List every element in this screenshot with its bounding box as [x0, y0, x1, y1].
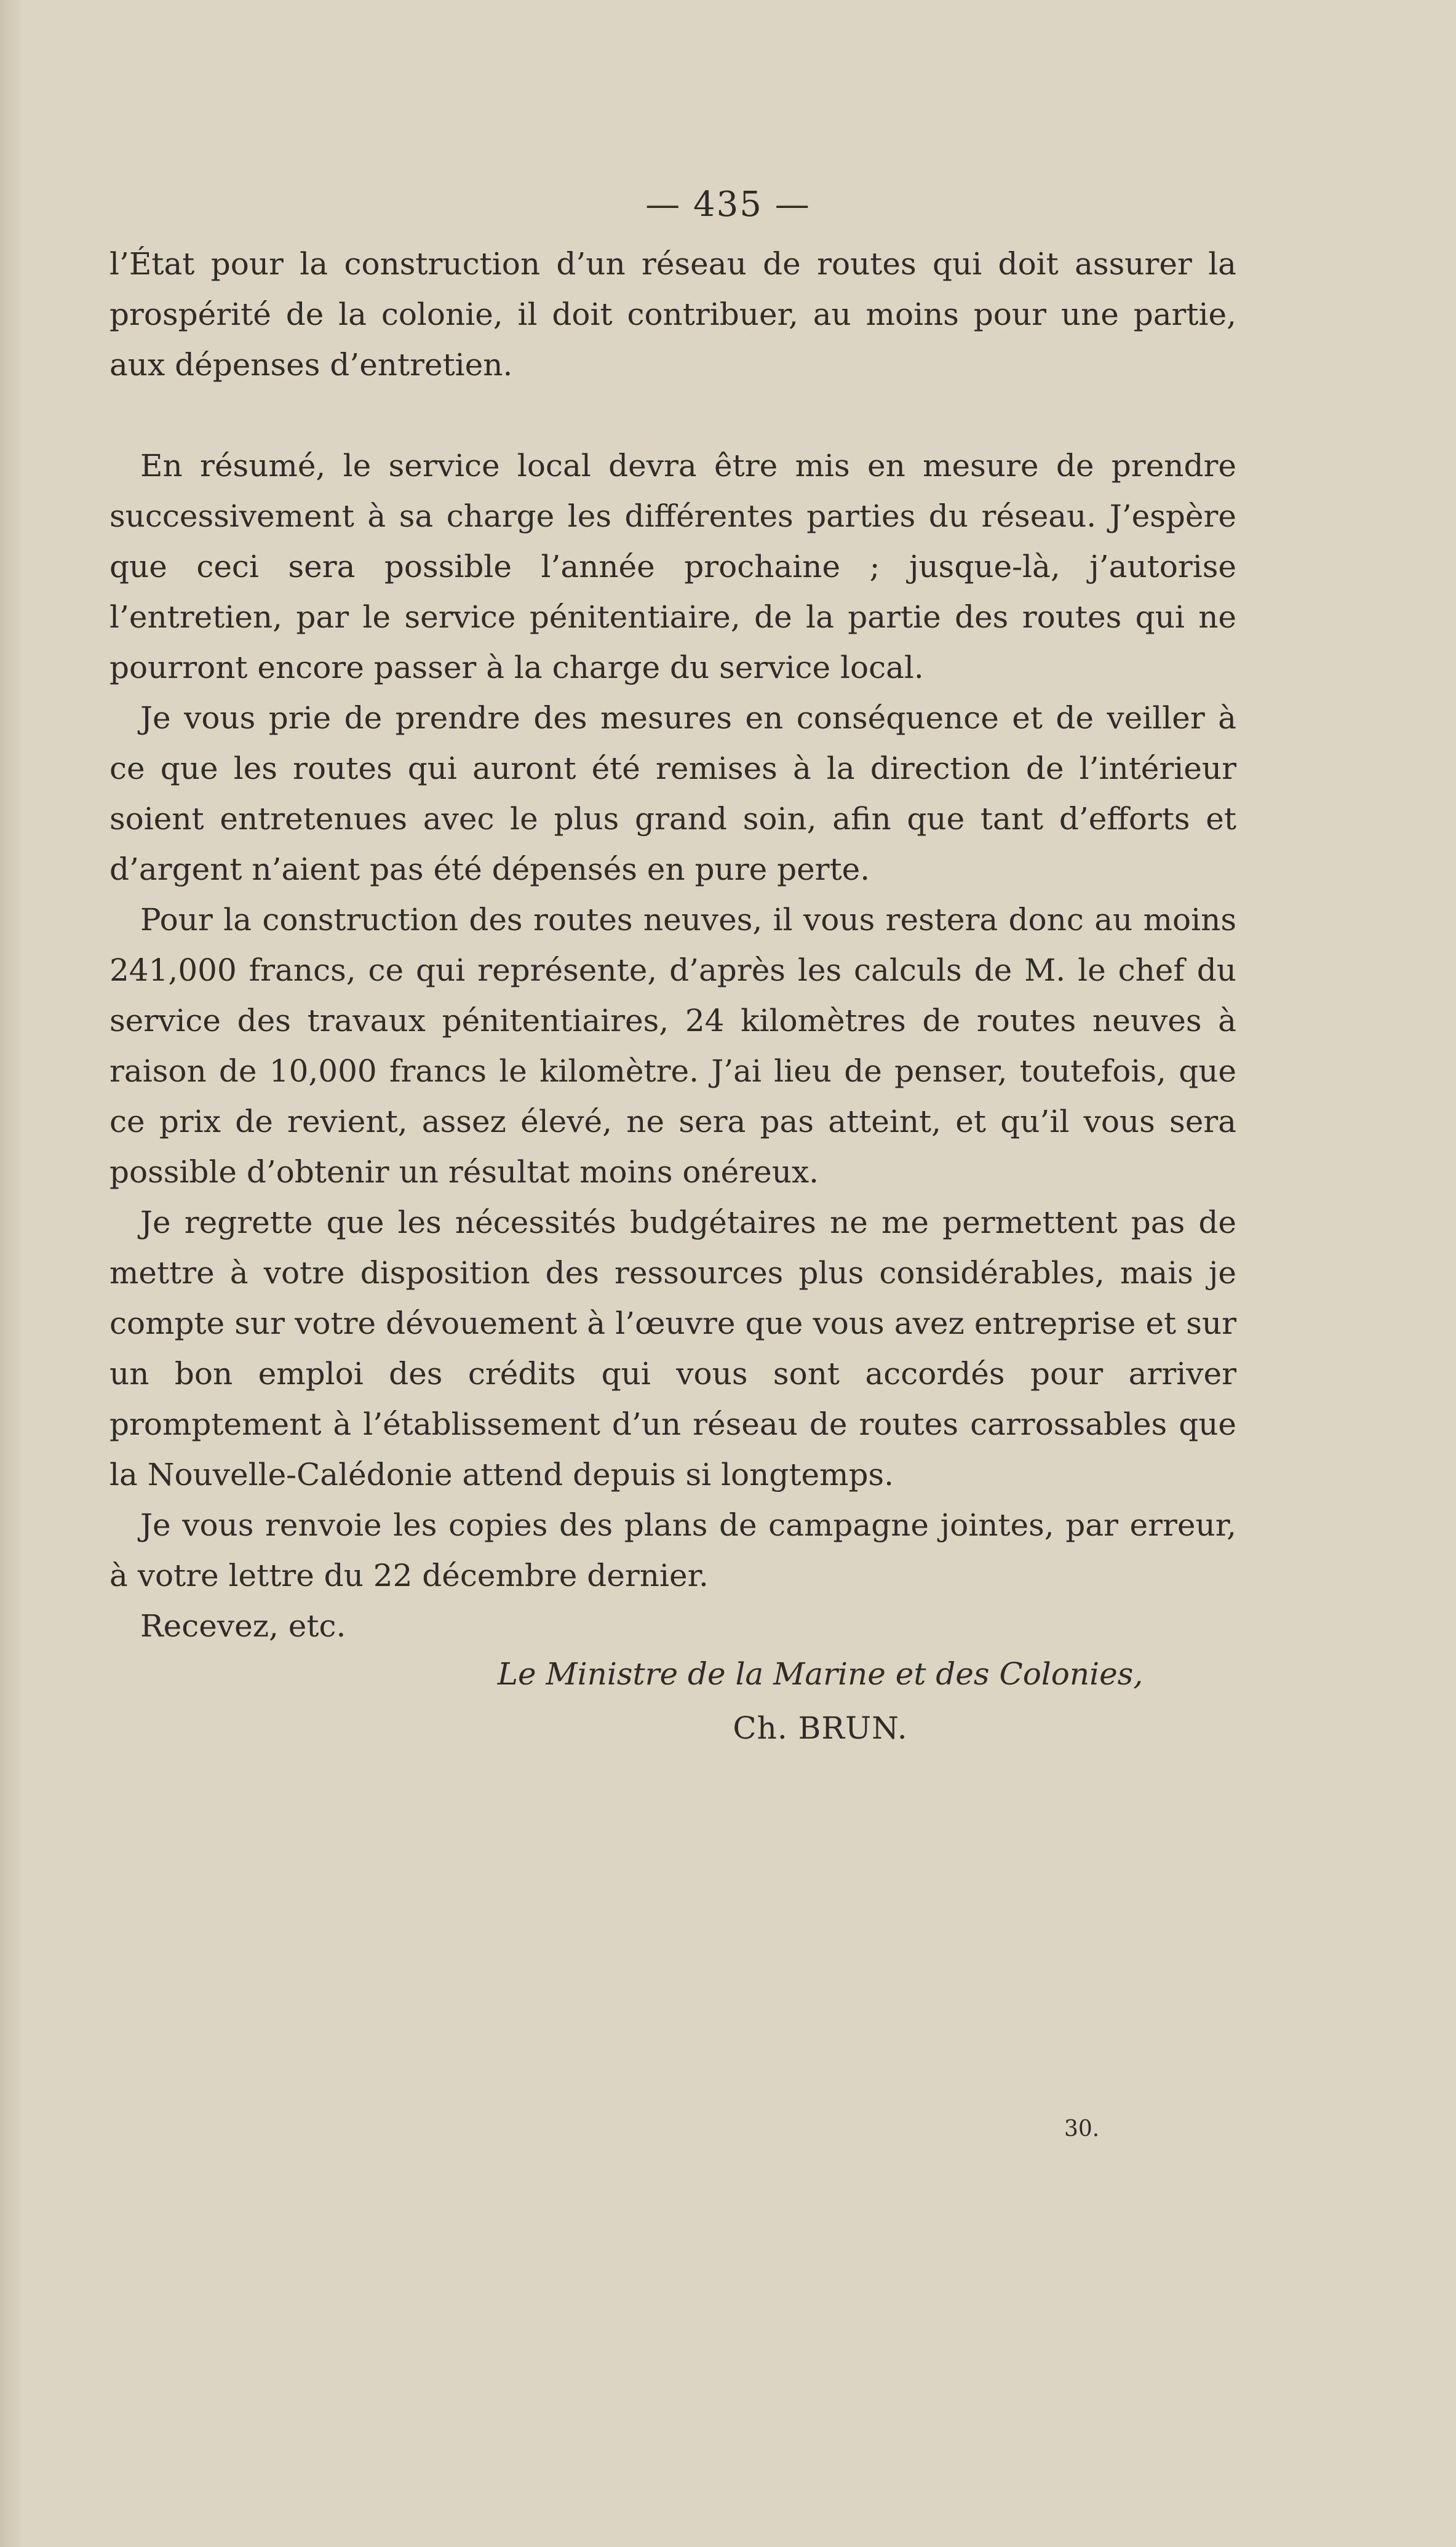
paragraph-5	[109, 1197, 1236, 1500]
signature-mark: 30.	[1064, 2116, 1100, 2142]
paragraph-1: l’État pour la construction d’un réseau de routes qui doit assurer la prospérité de la colonie, il doit contribuer, au moins pour une partie, aux dépenses d’entretien.	[109, 246, 1236, 383]
signature-title: Le Ministre de la Marine et des Colonies,	[497, 1656, 1144, 1692]
paragraph-4	[109, 895, 1236, 1197]
paragraph-6	[109, 1500, 1236, 1601]
paragraph-3	[109, 693, 1236, 895]
paragraph-2-text: En résumé, le service local devra être mis en mesure de prendre successivement à sa charge les différentes parties du réseau. J’espère que ceci sera possible l’année prochaine ; jusque-là, j’autorise l’entretien, par le service pénitentiaire, de la partie des routes qui ne pourront encore passer à la charge du service local.	[109, 448, 1236, 685]
signature-name: Ch. BRUN.	[733, 1710, 908, 1746]
paragraph-6-text: Je vous renvoie les copies des plans de campagne jointes, par erreur, à votre lettre du 22 décembre dernier.	[109, 1507, 1236, 1593]
paragraph-2	[109, 390, 1236, 693]
body-text	[109, 239, 1236, 1651]
paragraph-3-text: Je vous prie de prendre des mesures en conséquence et de veiller à ce que les routes qui auront été remises à la direction de l’intérieur soient entretenues avec le plus grand soin, afin que tant d’efforts et d’argent n’aient pas été dépensés en pure perte.	[109, 700, 1236, 887]
paragraph-4-text: Pour la construction des routes neuves, il vous restera donc au moins 241,000 francs, ce qui représente, d’après les calculs de M. le chef du service des travaux pénitentiaires, 24 kilomètres de routes neuves à raison de 10,000 francs le kilomètre. J’ai lieu de penser, toutefois, que ce prix de revient, assez élevé, ne sera pas atteint, et qu’il vous sera possible d’obtenir un résultat moins onéreux.	[109, 902, 1236, 1190]
page-number: — 435 —	[645, 185, 811, 225]
paragraph-5-text: Je regrette que les nécessités budgétaires ne me permettent pas de mettre à votre disposition des ressources plus considérables, mais je compte sur votre dévouement à l’œuvre que vous avez entreprise et sur un bon emploi des crédits qui vous sont accordés pour arriver promptement à l’établissement d’un réseau de routes carrossables que la Nouvelle-Calédonie attend depuis si longtemps.	[109, 1205, 1236, 1493]
salutation: Recevez, etc.	[140, 1608, 346, 1644]
